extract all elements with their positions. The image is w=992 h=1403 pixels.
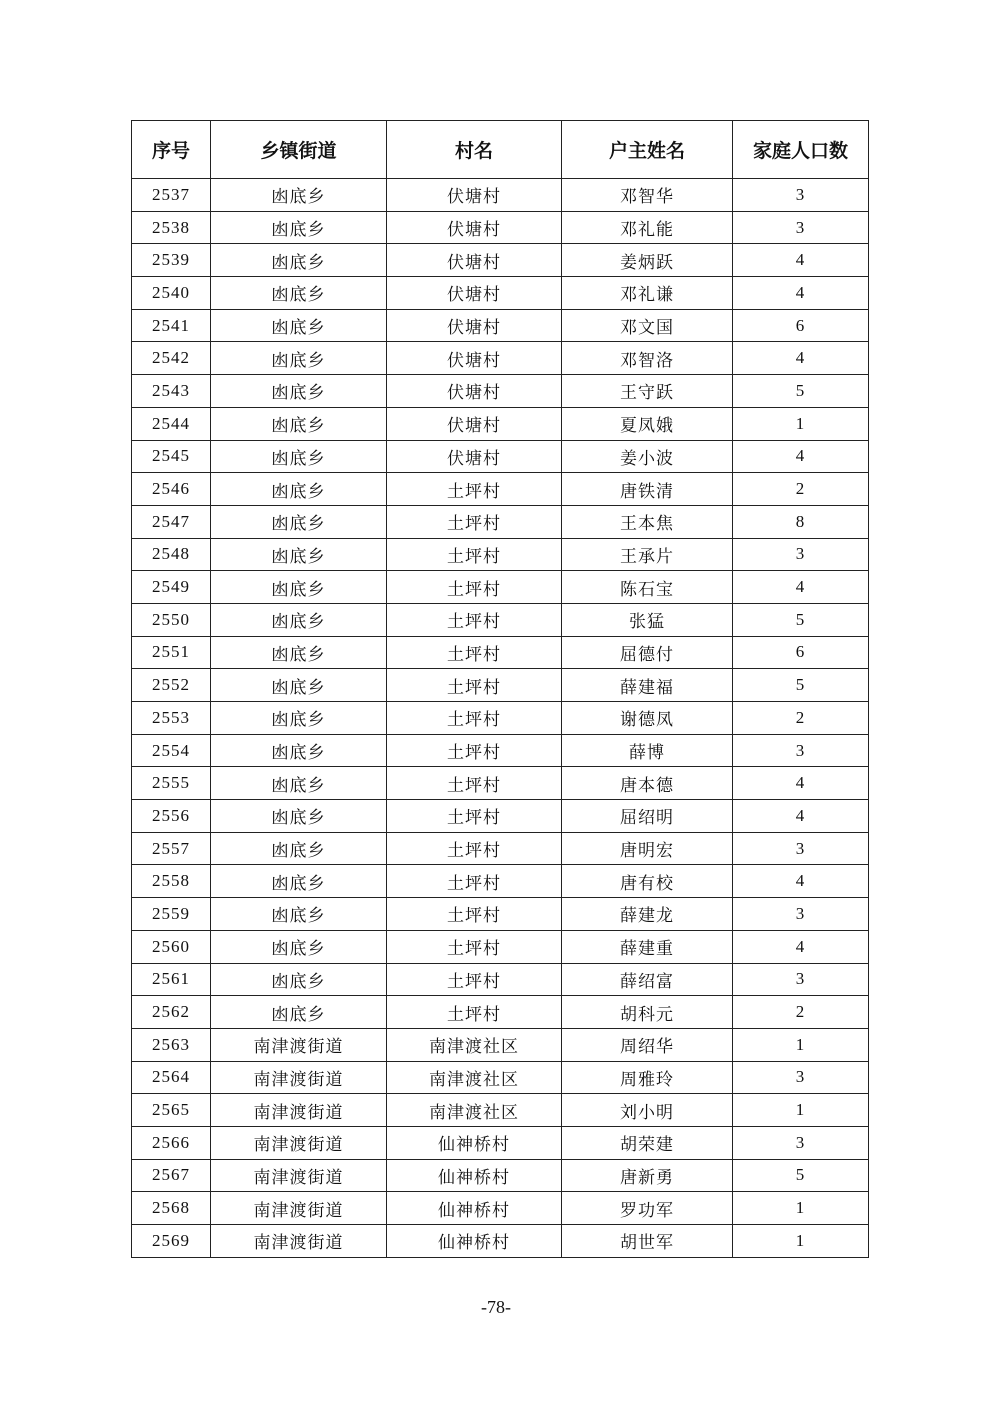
cell-village: 土坪村 (387, 538, 562, 571)
cell-family-size: 2 (733, 702, 869, 735)
cell-village: 土坪村 (387, 571, 562, 604)
cell-index: 2547 (132, 505, 211, 538)
cell-index: 2569 (132, 1225, 211, 1258)
cell-family-size: 4 (733, 244, 869, 277)
cell-family-size: 1 (733, 1094, 869, 1127)
cell-village: 土坪村 (387, 669, 562, 702)
table-row (132, 1126, 869, 1159)
cell-index: 2565 (132, 1094, 211, 1127)
table-row (132, 277, 869, 310)
household-table-container (131, 120, 868, 1258)
cell-family-size: 4 (733, 865, 869, 898)
cell-index: 2546 (132, 473, 211, 506)
household-table (131, 120, 869, 1258)
cell-index: 2551 (132, 636, 211, 669)
cell-householder: 王承片 (562, 538, 733, 571)
table-row (132, 538, 869, 571)
cell-township: 凼底乡 (211, 179, 387, 212)
cell-householder: 陈石宝 (562, 571, 733, 604)
cell-householder: 邓礼谦 (562, 277, 733, 310)
cell-family-size: 3 (733, 898, 869, 931)
cell-village: 伏塘村 (387, 309, 562, 342)
cell-township: 凼底乡 (211, 571, 387, 604)
cell-index: 2538 (132, 211, 211, 244)
cell-family-size: 5 (733, 603, 869, 636)
cell-index: 2548 (132, 538, 211, 571)
cell-township: 凼底乡 (211, 211, 387, 244)
cell-index: 2545 (132, 440, 211, 473)
cell-householder: 胡荣建 (562, 1126, 733, 1159)
cell-family-size: 4 (733, 277, 869, 310)
table-row (132, 1061, 869, 1094)
cell-index: 2555 (132, 767, 211, 800)
cell-township: 凼底乡 (211, 440, 387, 473)
table-row (132, 1159, 869, 1192)
cell-householder: 胡科元 (562, 996, 733, 1029)
cell-index: 2541 (132, 309, 211, 342)
cell-family-size: 2 (733, 996, 869, 1029)
cell-family-size: 3 (733, 179, 869, 212)
cell-village: 土坪村 (387, 734, 562, 767)
table-row (132, 179, 869, 212)
table-row (132, 1225, 869, 1258)
cell-village: 伏塘村 (387, 342, 562, 375)
cell-village: 土坪村 (387, 963, 562, 996)
cell-householder: 邓智洛 (562, 342, 733, 375)
cell-village: 土坪村 (387, 767, 562, 800)
table-row (132, 309, 869, 342)
table-row (132, 669, 869, 702)
cell-index: 2568 (132, 1192, 211, 1225)
cell-village: 土坪村 (387, 603, 562, 636)
cell-index: 2537 (132, 179, 211, 212)
cell-township: 凼底乡 (211, 930, 387, 963)
cell-family-size: 3 (733, 211, 869, 244)
cell-village: 土坪村 (387, 473, 562, 506)
cell-family-size: 4 (733, 342, 869, 375)
cell-village: 仙神桥村 (387, 1225, 562, 1258)
table-body (132, 179, 869, 1258)
cell-index: 2556 (132, 800, 211, 833)
cell-township: 凼底乡 (211, 375, 387, 408)
cell-village: 土坪村 (387, 865, 562, 898)
cell-householder: 邓礼能 (562, 211, 733, 244)
header-village: 村名 (387, 121, 562, 179)
cell-householder: 薛建龙 (562, 898, 733, 931)
cell-family-size: 4 (733, 767, 869, 800)
table-row (132, 963, 869, 996)
cell-township: 凼底乡 (211, 898, 387, 931)
table-row (132, 734, 869, 767)
cell-index: 2558 (132, 865, 211, 898)
header-index: 序号 (132, 121, 211, 179)
cell-village: 仙神桥村 (387, 1126, 562, 1159)
cell-township: 南津渡街道 (211, 1061, 387, 1094)
cell-householder: 姜炳跃 (562, 244, 733, 277)
cell-index: 2553 (132, 702, 211, 735)
cell-township: 凼底乡 (211, 669, 387, 702)
cell-index: 2559 (132, 898, 211, 931)
table-row (132, 636, 869, 669)
cell-township: 凼底乡 (211, 538, 387, 571)
cell-village: 伏塘村 (387, 440, 562, 473)
cell-householder: 胡世军 (562, 1225, 733, 1258)
cell-township: 凼底乡 (211, 244, 387, 277)
header-householder: 户主姓名 (562, 121, 733, 179)
table-row (132, 832, 869, 865)
cell-family-size: 3 (733, 538, 869, 571)
cell-village: 伏塘村 (387, 407, 562, 440)
cell-township: 凼底乡 (211, 407, 387, 440)
cell-township: 凼底乡 (211, 767, 387, 800)
cell-family-size: 1 (733, 1192, 869, 1225)
cell-township: 南津渡街道 (211, 1225, 387, 1258)
cell-township: 凼底乡 (211, 603, 387, 636)
cell-township: 南津渡街道 (211, 1126, 387, 1159)
table-row (132, 244, 869, 277)
cell-village: 南津渡社区 (387, 1028, 562, 1061)
cell-householder: 屈绍明 (562, 800, 733, 833)
cell-householder: 唐新勇 (562, 1159, 733, 1192)
cell-township: 南津渡街道 (211, 1192, 387, 1225)
cell-index: 2540 (132, 277, 211, 310)
cell-index: 2539 (132, 244, 211, 277)
cell-township: 凼底乡 (211, 473, 387, 506)
cell-family-size: 5 (733, 1159, 869, 1192)
table-row (132, 800, 869, 833)
cell-householder: 夏凤娥 (562, 407, 733, 440)
cell-township: 凼底乡 (211, 996, 387, 1029)
cell-village: 土坪村 (387, 702, 562, 735)
cell-township: 凼底乡 (211, 342, 387, 375)
header-family-size: 家庭人口数 (733, 121, 869, 179)
cell-family-size: 3 (733, 1061, 869, 1094)
table-row (132, 375, 869, 408)
cell-village: 土坪村 (387, 996, 562, 1029)
cell-householder: 薛建福 (562, 669, 733, 702)
cell-village: 南津渡社区 (387, 1094, 562, 1127)
cell-village: 伏塘村 (387, 277, 562, 310)
cell-township: 凼底乡 (211, 702, 387, 735)
table-row (132, 996, 869, 1029)
cell-family-size: 3 (733, 734, 869, 767)
cell-family-size: 2 (733, 473, 869, 506)
cell-village: 土坪村 (387, 505, 562, 538)
table-header-row (132, 121, 869, 179)
cell-index: 2550 (132, 603, 211, 636)
header-township: 乡镇街道 (211, 121, 387, 179)
cell-village: 仙神桥村 (387, 1192, 562, 1225)
cell-family-size: 4 (733, 800, 869, 833)
table-row (132, 571, 869, 604)
cell-householder: 唐明宏 (562, 832, 733, 865)
cell-householder: 周雅玲 (562, 1061, 733, 1094)
cell-index: 2549 (132, 571, 211, 604)
cell-village: 土坪村 (387, 832, 562, 865)
cell-family-size: 3 (733, 1126, 869, 1159)
cell-index: 2544 (132, 407, 211, 440)
cell-village: 土坪村 (387, 930, 562, 963)
cell-township: 凼底乡 (211, 277, 387, 310)
cell-township: 南津渡街道 (211, 1028, 387, 1061)
cell-township: 南津渡街道 (211, 1159, 387, 1192)
cell-village: 伏塘村 (387, 211, 562, 244)
table-row (132, 930, 869, 963)
table-row (132, 1192, 869, 1225)
cell-index: 2560 (132, 930, 211, 963)
cell-index: 2561 (132, 963, 211, 996)
cell-householder: 唐铁清 (562, 473, 733, 506)
cell-family-size: 1 (733, 407, 869, 440)
cell-householder: 王守跃 (562, 375, 733, 408)
cell-family-size: 6 (733, 636, 869, 669)
cell-township: 凼底乡 (211, 865, 387, 898)
cell-family-size: 1 (733, 1028, 869, 1061)
cell-index: 2552 (132, 669, 211, 702)
cell-householder: 薛博 (562, 734, 733, 767)
table-row (132, 440, 869, 473)
table-row (132, 603, 869, 636)
cell-index: 2564 (132, 1061, 211, 1094)
cell-village: 土坪村 (387, 898, 562, 931)
cell-village: 伏塘村 (387, 244, 562, 277)
cell-family-size: 4 (733, 930, 869, 963)
cell-township: 凼底乡 (211, 309, 387, 342)
cell-township: 凼底乡 (211, 800, 387, 833)
cell-family-size: 1 (733, 1225, 869, 1258)
cell-family-size: 4 (733, 440, 869, 473)
cell-family-size: 3 (733, 832, 869, 865)
cell-householder: 张猛 (562, 603, 733, 636)
cell-family-size: 4 (733, 571, 869, 604)
cell-family-size: 3 (733, 963, 869, 996)
cell-village: 伏塘村 (387, 375, 562, 408)
cell-householder: 薛绍富 (562, 963, 733, 996)
table-row (132, 473, 869, 506)
table-row (132, 407, 869, 440)
cell-family-size: 6 (733, 309, 869, 342)
table-row (132, 865, 869, 898)
cell-index: 2562 (132, 996, 211, 1029)
cell-index: 2554 (132, 734, 211, 767)
cell-householder: 姜小波 (562, 440, 733, 473)
cell-township: 南津渡街道 (211, 1094, 387, 1127)
cell-index: 2557 (132, 832, 211, 865)
table-row (132, 505, 869, 538)
cell-village: 南津渡社区 (387, 1061, 562, 1094)
cell-index: 2563 (132, 1028, 211, 1061)
cell-householder: 屈德付 (562, 636, 733, 669)
cell-householder: 罗功军 (562, 1192, 733, 1225)
cell-householder: 邓文国 (562, 309, 733, 342)
cell-index: 2567 (132, 1159, 211, 1192)
cell-householder: 薛建重 (562, 930, 733, 963)
cell-index: 2542 (132, 342, 211, 375)
cell-township: 凼底乡 (211, 963, 387, 996)
cell-householder: 邓智华 (562, 179, 733, 212)
table-row (132, 898, 869, 931)
cell-householder: 唐有校 (562, 865, 733, 898)
table-row (132, 702, 869, 735)
cell-householder: 唐本德 (562, 767, 733, 800)
cell-index: 2543 (132, 375, 211, 408)
cell-householder: 王本焦 (562, 505, 733, 538)
cell-village: 仙神桥村 (387, 1159, 562, 1192)
cell-township: 凼底乡 (211, 636, 387, 669)
cell-householder: 谢德凤 (562, 702, 733, 735)
cell-village: 土坪村 (387, 636, 562, 669)
table-row (132, 1094, 869, 1127)
cell-family-size: 5 (733, 669, 869, 702)
table-row (132, 1028, 869, 1061)
table-row (132, 342, 869, 375)
cell-village: 伏塘村 (387, 179, 562, 212)
cell-township: 凼底乡 (211, 734, 387, 767)
cell-village: 土坪村 (387, 800, 562, 833)
table-row (132, 767, 869, 800)
cell-householder: 刘小明 (562, 1094, 733, 1127)
cell-township: 凼底乡 (211, 832, 387, 865)
page-number: -78- (481, 1297, 511, 1317)
cell-householder: 周绍华 (562, 1028, 733, 1061)
cell-township: 凼底乡 (211, 505, 387, 538)
cell-family-size: 8 (733, 505, 869, 538)
cell-family-size: 5 (733, 375, 869, 408)
table-row (132, 211, 869, 244)
cell-index: 2566 (132, 1126, 211, 1159)
